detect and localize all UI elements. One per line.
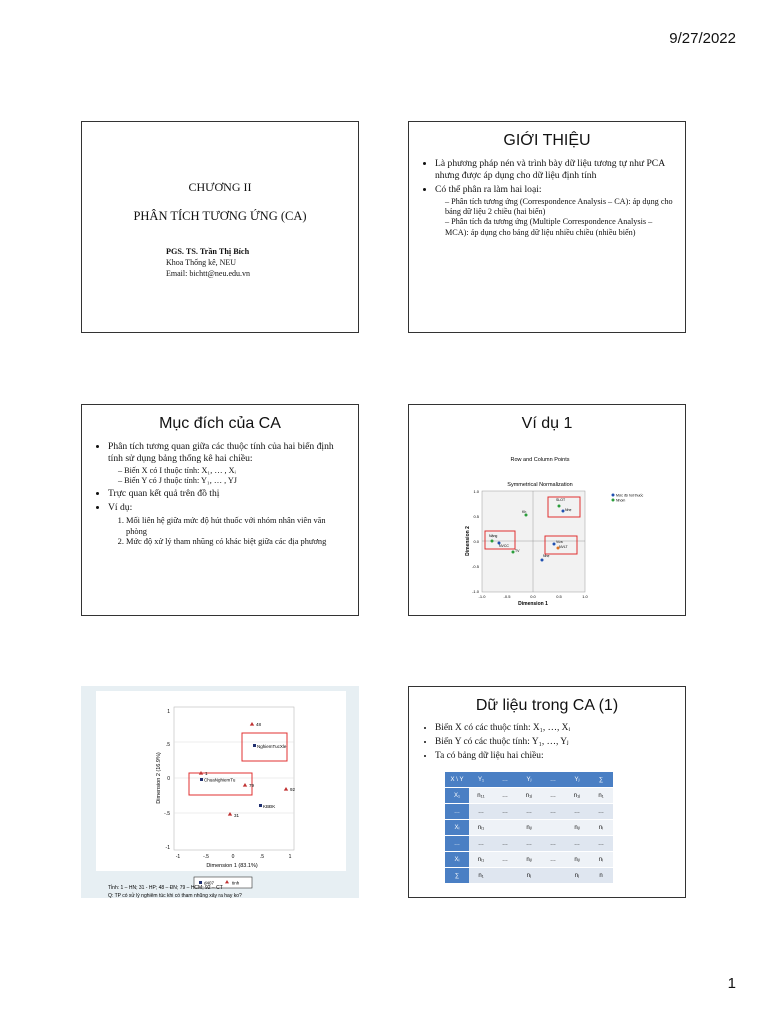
bullet-list	[409, 723, 685, 762]
point-label: 31	[234, 813, 240, 818]
point-label: Kh	[522, 510, 527, 514]
table-cell: Yⱼ	[565, 772, 589, 788]
contingency-table	[445, 772, 613, 884]
numbered-item: 1. Mối liên hệ giữa mức độ hút thuốc với nhóm nhân viên văn phòng	[126, 516, 346, 537]
point-label: NghiemTucXle	[257, 744, 287, 749]
x-tick: 0.5	[556, 594, 562, 599]
bullet-text: Phân tích tương quan giữa các thuộc tính của hai biến định tính sử dụng bảng thống kê hai chiều:	[108, 441, 334, 464]
x-tick: 0	[231, 854, 235, 860]
table-cell: …	[517, 804, 541, 820]
x-tick: -0.5	[503, 594, 511, 599]
author-block	[166, 246, 358, 279]
legend-marker	[199, 881, 202, 884]
point-label: Nhẹ	[565, 508, 572, 512]
table-row	[445, 772, 613, 788]
table-cell: Xᵢ	[445, 852, 469, 868]
table-cell: …	[493, 836, 517, 852]
note-line: Tỉnh: 1 – HN; 31 - HP; 48 – ĐN; 79 – HCM; 92 – CT	[108, 885, 223, 891]
y-tick: -1	[165, 845, 170, 851]
table-row	[445, 868, 613, 884]
y-tick: 1.0	[473, 489, 479, 494]
table-cell: …	[541, 836, 565, 852]
x-axis-label: Dimension 1 (83.1%)	[206, 863, 258, 869]
table-cell: Yⱼ	[517, 772, 541, 788]
legend-label: d407	[204, 880, 215, 886]
table-cell	[541, 820, 565, 836]
point-label: 1	[205, 771, 208, 776]
x-tick: 0.0	[530, 594, 536, 599]
table-cell: nᵢⱼ	[565, 852, 589, 868]
bullet: • Biến X có các thuộc tính: X₁, …, Xᵢ	[435, 723, 673, 735]
table-row	[445, 852, 613, 868]
numbered-list	[108, 516, 346, 548]
x-tick: -1.0	[478, 594, 486, 599]
sub-list	[108, 466, 346, 487]
table-cell: n₁ⱼ	[517, 788, 541, 804]
table-cell: nᵢ	[589, 820, 613, 836]
bullet-list	[409, 158, 685, 238]
table-row	[445, 804, 613, 820]
table-row	[445, 820, 613, 836]
point-label: ChuaNghiemTu	[204, 777, 236, 783]
author-dept: Khoa Thống kê, NEU	[166, 257, 237, 267]
table-cell: n₁	[589, 788, 613, 804]
y-tick: -.5	[164, 811, 170, 817]
sub-bullet: – Phân tích tương ứng (Correspondence Analysis – CA): áp dụng cho bảng dữ liệu 2 chiều (hai biến)	[445, 197, 673, 218]
x-tick: -1	[175, 854, 181, 860]
slide-purpose	[81, 404, 359, 616]
slide-title	[81, 121, 359, 333]
point-label: Nặng	[489, 534, 498, 538]
plot-area	[482, 491, 585, 592]
point-label: 92	[290, 787, 296, 792]
bullet	[435, 184, 673, 238]
table-cell: …	[493, 788, 517, 804]
slide-heading: Dữ liệu trong CA (1)	[475, 697, 619, 714]
table-cell: …	[541, 788, 565, 804]
table-cell: X \ Y	[445, 772, 469, 788]
x-tick: -.5	[203, 854, 209, 860]
sub-bullet: – Phân tích đa tương ứng (Multiple Correspondence Analysis – MCA): áp dụng cho bảng dữ liệu nhiều chiều (nhiều biến)	[445, 217, 673, 238]
table-cell: …	[565, 836, 589, 852]
point-label: NVCC	[499, 544, 509, 548]
page-number: 1	[727, 975, 736, 992]
table-cell: …	[493, 804, 517, 820]
y-tick: 0.5	[473, 514, 479, 519]
point-marker	[259, 804, 262, 807]
table-row	[445, 788, 613, 804]
chart-title: Row and Column Points	[510, 457, 570, 463]
table-cell: nᵢⱼ	[517, 852, 541, 868]
table-cell: …	[445, 804, 469, 820]
sub-bullet: – Biến Y có J thuộc tính: Y₁, … , YJ	[118, 476, 346, 486]
chapter-label: CHƯƠNG II	[188, 180, 252, 194]
y-axis-label: Dimension 2	[465, 526, 471, 556]
table-cell: …	[469, 804, 493, 820]
table-cell: nᵢ₁	[469, 852, 493, 868]
bullet	[108, 502, 346, 547]
table-row	[445, 836, 613, 852]
bullet	[108, 441, 346, 486]
ca-plot-1	[409, 445, 685, 615]
point-label: KBĐK	[263, 804, 276, 809]
slide-example-2	[81, 686, 359, 898]
table-cell: nᵢⱼ	[565, 820, 589, 836]
x-tick: 1.0	[582, 594, 588, 599]
table-cell: ∑	[445, 868, 469, 884]
legend-marker	[612, 494, 615, 497]
point-marker	[200, 778, 203, 781]
point-label: TV	[515, 549, 520, 553]
bullet-text: Có thể phân ra làm hai loại:	[435, 183, 542, 195]
legend-label: Mức độ hút thuốc	[616, 493, 644, 498]
bullet: • Biến Y có các thuộc tính: Y₁, …, Yⱼ	[435, 737, 673, 749]
sub-list	[435, 197, 673, 238]
slide-example-1	[408, 404, 686, 616]
table-cell: …	[541, 804, 565, 820]
table-cell: …	[493, 852, 517, 868]
legend-label: tinh	[232, 880, 240, 886]
point-label: SLOT	[556, 498, 566, 502]
table-cell: …	[541, 772, 565, 788]
slide-heading: GIỚI THIỆU	[503, 132, 591, 149]
table-cell: nᵢ	[589, 852, 613, 868]
y-tick: .5	[165, 742, 170, 748]
legend-marker	[612, 499, 615, 502]
table-cell	[493, 820, 517, 836]
header-date: 9/27/2022	[669, 30, 736, 47]
point-label: 79	[249, 783, 255, 788]
point-label: Nhẹ	[543, 554, 550, 558]
table-cell	[541, 868, 565, 884]
table-cell: ∑	[589, 772, 613, 788]
point	[491, 540, 494, 543]
numbered-item: 2. Mức độ xử lý tham nhũng có khác biệt giữa các địa phương	[126, 537, 346, 548]
table-cell: …	[541, 852, 565, 868]
ca-plot-2	[82, 687, 360, 899]
x-tick: 1	[288, 854, 292, 860]
table-cell: nⱼ	[517, 868, 541, 884]
y-axis-label: Dimension 2 (16.9%)	[156, 752, 162, 804]
y-tick: 0	[167, 776, 170, 782]
sub-bullet: – Biến X có I thuộc tính: X₁, … , Xᵢ	[118, 466, 346, 476]
bullet: • Ta có bảng dữ liệu hai chiều:	[435, 751, 673, 763]
bullet: • Là phương pháp nén và trình bày dữ liệu tương tự như PCA nhưng được áp dụng cho dữ liệu định tính	[435, 158, 673, 182]
table-cell: …	[589, 804, 613, 820]
y-tick: 1	[167, 709, 170, 715]
slide-intro	[408, 121, 686, 333]
point	[558, 505, 561, 508]
table-cell: …	[493, 772, 517, 788]
point	[541, 559, 544, 562]
point-label: NVLT	[559, 545, 568, 549]
table-cell: nᵢ₁	[469, 820, 493, 836]
point-marker	[253, 744, 256, 747]
author-email: Email: bichtt@neu.edu.vn	[166, 268, 251, 278]
table-cell: n₁₁	[469, 788, 493, 804]
bullet: • Trực quan kết quả trên đồ thị	[108, 488, 346, 500]
point-label: Vừa	[556, 540, 563, 544]
chart-subtitle: Symmetrical Normalization	[507, 482, 573, 488]
y-tick: 0.0	[473, 539, 479, 544]
table-cell: nⱼ	[565, 868, 589, 884]
x-axis-label: Dimension 1	[518, 601, 548, 607]
table-cell: …	[469, 836, 493, 852]
legend-label: Nhóm	[616, 498, 626, 503]
table-cell: …	[445, 836, 469, 852]
table-cell	[493, 868, 517, 884]
slide-heading: Ví dụ 1	[521, 415, 573, 432]
table-cell: n	[589, 868, 613, 884]
y-tick: -1.0	[472, 589, 479, 594]
table-cell: …	[589, 836, 613, 852]
point-label: 48	[256, 722, 262, 727]
table-cell: n₁	[469, 868, 493, 884]
chapter-title: PHÂN TÍCH TƯƠNG ỨNG (CA)	[133, 209, 307, 223]
table-cell: Xᵢ	[445, 820, 469, 836]
x-tick: .5	[259, 854, 265, 860]
table-cell: Y₁	[469, 772, 493, 788]
table-cell: n₁ⱼ	[565, 788, 589, 804]
bullet-list	[82, 441, 358, 548]
table-cell: nᵢⱼ	[517, 820, 541, 836]
table-cell: …	[565, 804, 589, 820]
note-line: Q: TP có xử lý nghiêm túc khi có tham nhũng xảy ra hay ko?	[108, 893, 242, 899]
slide-heading: Mục đích của CA	[159, 415, 281, 432]
table-cell: X₁	[445, 788, 469, 804]
y-tick: -0.5	[472, 564, 479, 569]
slide-data-ca	[408, 686, 686, 898]
author-name: PGS. TS. Trần Thị Bích	[166, 247, 250, 256]
table-cell: …	[517, 836, 541, 852]
bullet-text: Ví dụ:	[108, 502, 133, 514]
